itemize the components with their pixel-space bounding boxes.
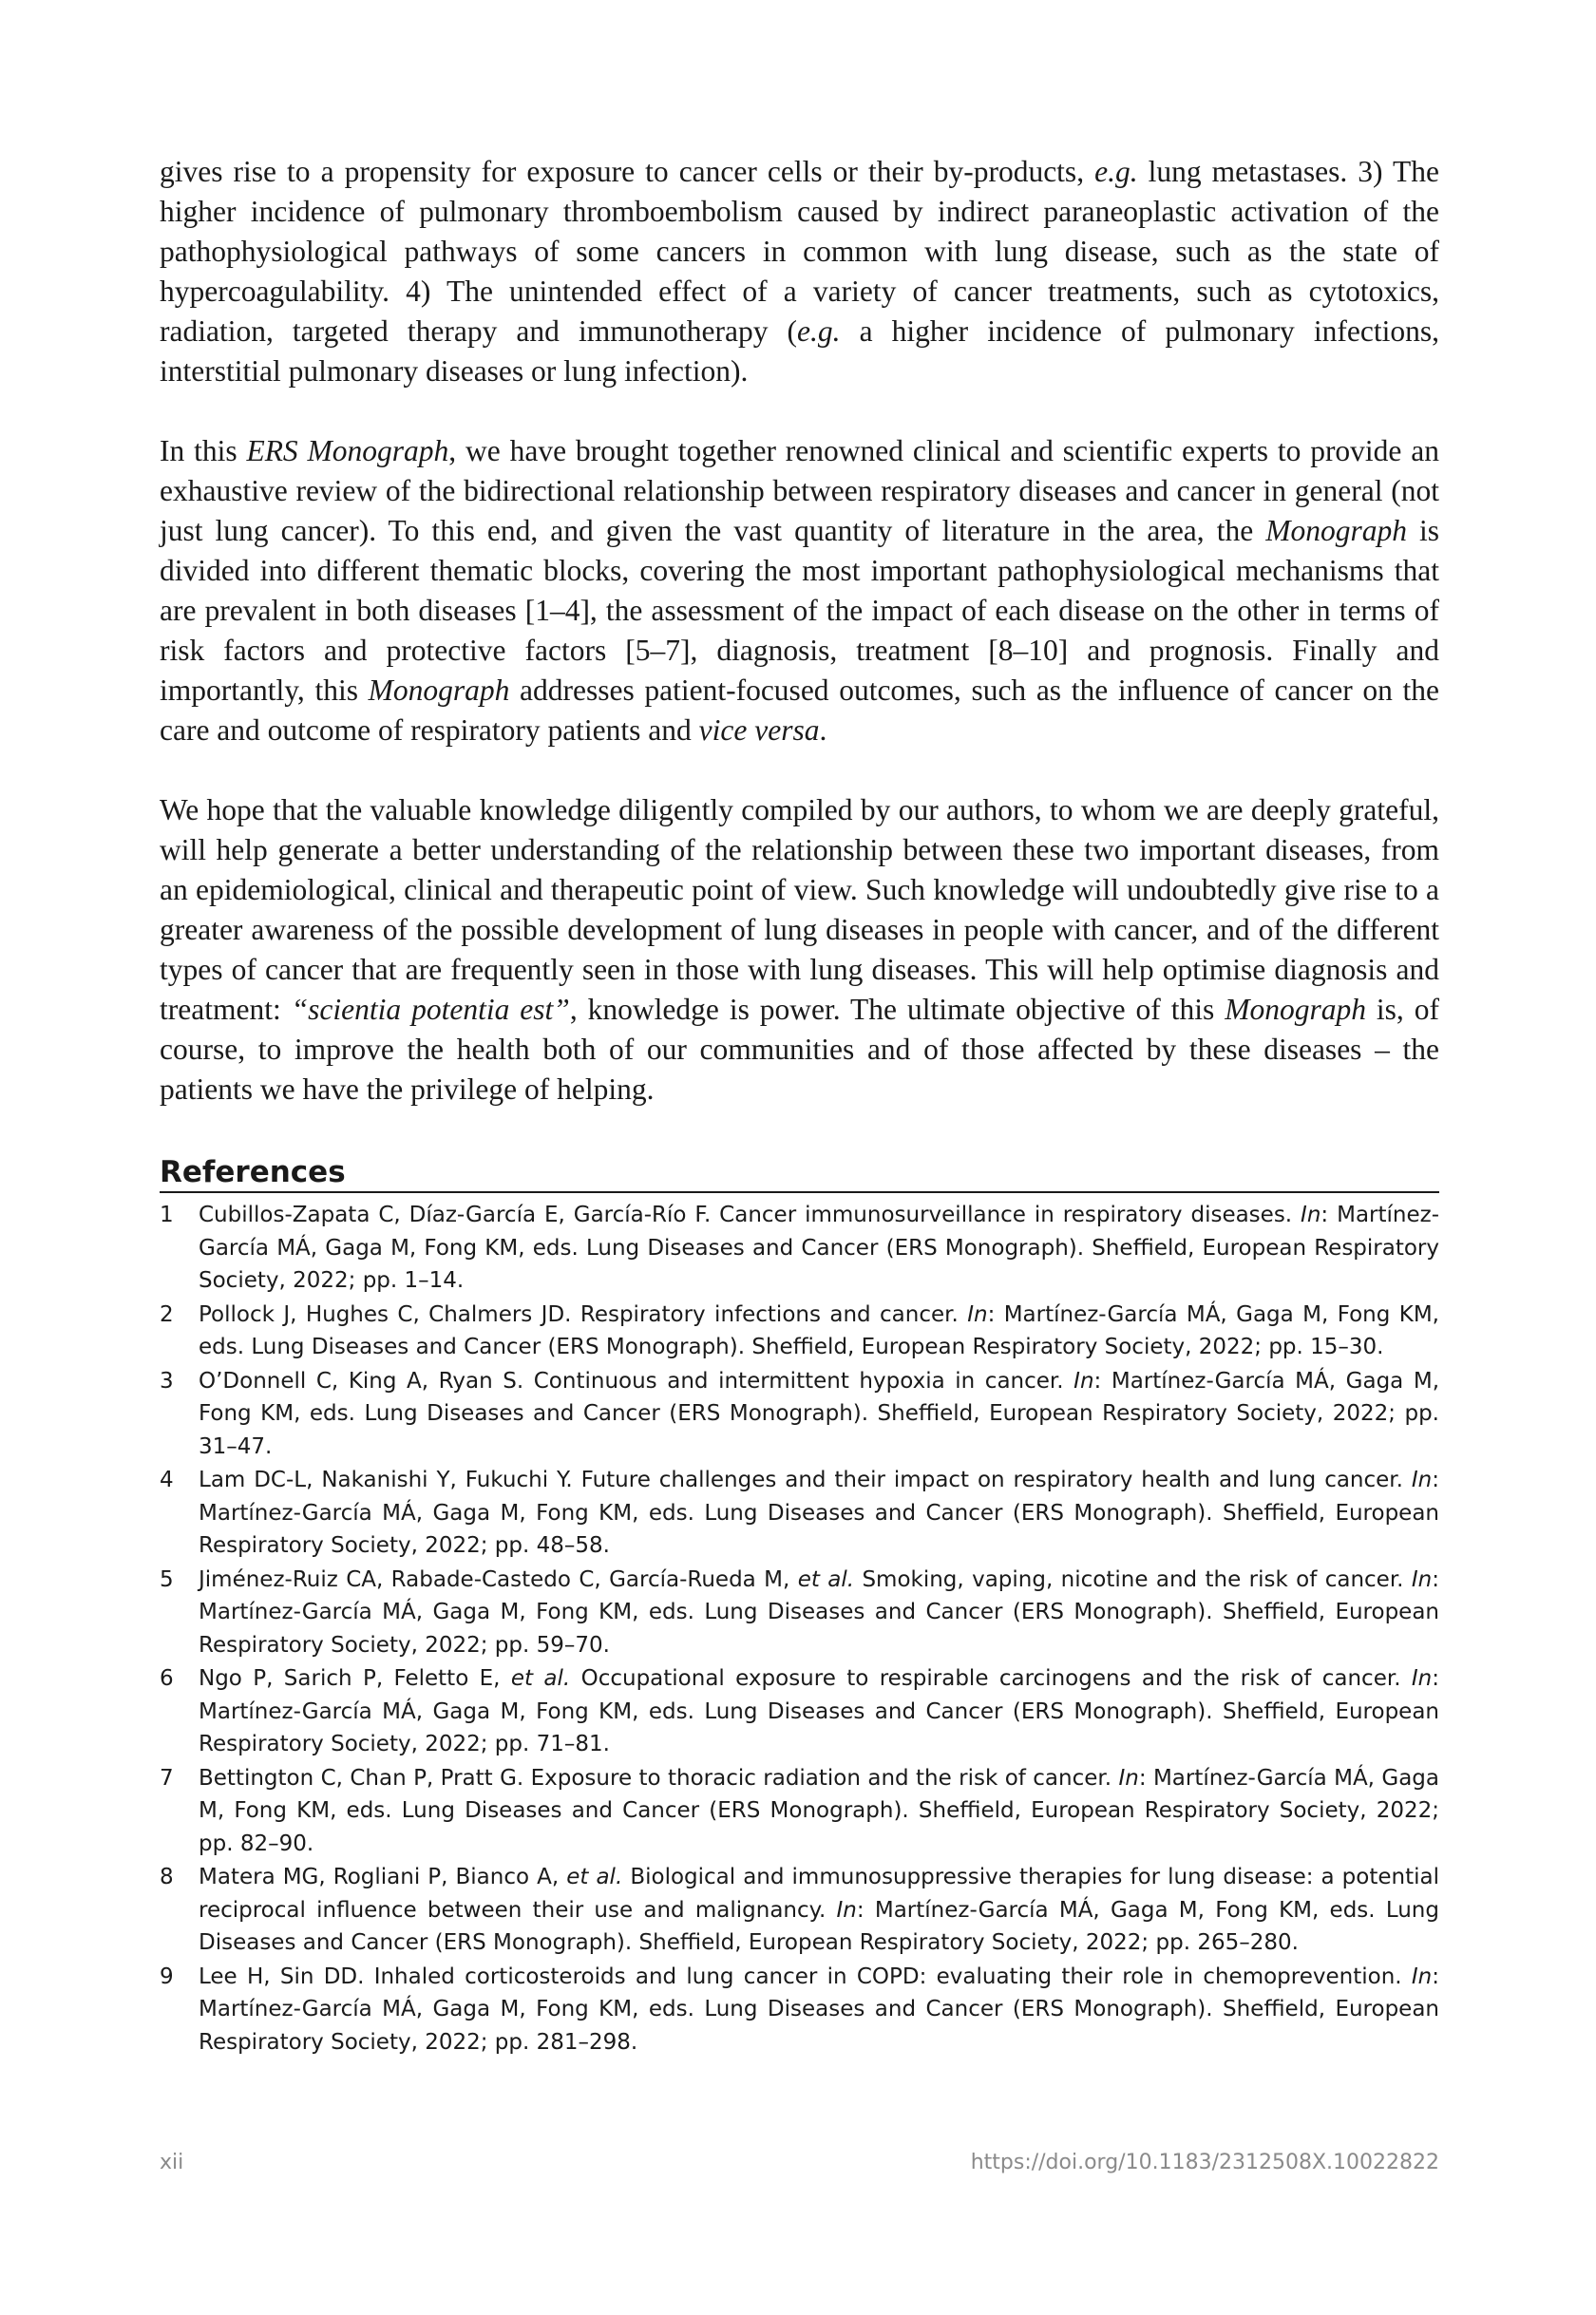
text-run: Biological and immunosuppressive therapies for lung disease: a potential reciprocal influence between their use and malignancy. [199,1865,1439,1923]
text-run: , knowledge is power. The ultimate objective of this [569,993,1226,1026]
text-run: Cubillos-Zapata C, Díaz-García E, García-Río F. Cancer immunosurveillance in respiratory diseases. [199,1203,1302,1227]
reference-item [160,1199,1439,1298]
reference-number: 7 [160,1765,174,1791]
text-run: : Martínez-García MÁ, Gaga M, Fong KM, eds. Lung Diseases and Cancer (ERS Monograph). Sheffield, European Respiratory Society, 2022; pp. 82–90. [199,1765,1439,1856]
reference-item [160,1299,1439,1364]
reference-text [199,1199,1439,1298]
paragraph-1 [160,152,1439,391]
text-run: Ngo P, Sarich P, Feletto E, [199,1666,511,1691]
text-run: , we have brought together renowned clinical and scientific experts to provide an exhaustive review of the bidirectional relationship between respiratory diseases and cancer in general (not just lung cancer). To this end, and given the vast quantity of literature in the area, the [160,434,1439,547]
page-footer [160,2149,1439,2177]
text-run: addresses patient-focused outcomes, such as the influence of cancer on the care and outcome of respiratory patients and [160,674,1440,747]
italic-text: et al. [797,1566,855,1592]
reference-text [199,1365,1439,1464]
reference-text [199,1299,1439,1364]
reference-text [199,1762,1439,1861]
reference-number: 8 [160,1865,174,1889]
italic-text: e.g. [1094,155,1138,188]
reference-item [160,1564,1439,1662]
reference-text [199,1861,1439,1960]
reference-number: 3 [160,1368,174,1394]
italic-text: In [836,1897,857,1923]
italic-text: In [1411,1468,1433,1492]
text-run: Bettington C, Chan P, Pratt G. Exposure to thoracic radiation and the risk of cancer. [199,1765,1119,1791]
italic-text: vice versa [698,713,820,747]
reference-number: 1 [160,1203,174,1227]
reference-number: 6 [160,1666,174,1691]
reference-item [160,1464,1439,1563]
text-run: : Martínez-García MÁ, Gaga M, Fong KM, eds. Lung Diseases and Cancer (ERS Monograph). Sheffield, European Respiratory Society, 2022; pp. 281–298. [199,1964,1439,2055]
italic-text: e.g. [797,314,841,348]
italic-text: Monograph [368,674,510,707]
text-run: is, of course, to improve the health both of our communities and of those affected by these diseases – the patients we have the privilege of helping. [160,993,1439,1106]
text-run: In this [160,434,247,467]
paragraph-2 [160,431,1439,750]
reference-list [160,1199,1439,2059]
reference-number: 4 [160,1468,174,1492]
reference-number: 5 [160,1566,174,1592]
italic-text: et al. [510,1666,571,1691]
page-body [160,152,1439,2059]
doi-link[interactable]: https://doi.org/10.1183/2312508X.10022822 [970,2151,1439,2174]
page-number: xii [160,2151,184,2174]
text-run: : Martínez-García MÁ, Gaga M, Fong KM, eds. Lung Diseases and Cancer (ERS Monograph). Sheffield, European Respiratory Society, 2022; pp. 1–14. [199,1203,1440,1293]
italic-text: Monograph [1225,993,1366,1026]
italic-text: Monograph [1265,514,1407,547]
text-run: : Martínez-García MÁ, Gaga M, Fong KM, eds. Lung Diseases and Cancer (ERS Monograph). Sheffield, European Respiratory Society, 2022; pp. 71–81. [199,1666,1440,1756]
italic-text: In [1411,1666,1433,1691]
italic-text: In [1411,1566,1433,1592]
reference-number: 2 [160,1301,174,1327]
italic-text: In [1074,1368,1094,1394]
text-run: Matera MG, Rogliani P, Bianco A, [199,1865,567,1889]
text-run: : Martínez-García MÁ, Gaga M, Fong KM, eds. Lung Diseases and Cancer (ERS Monograph). Sheffield, European Respiratory Society, 2022; pp. 15–30. [199,1301,1439,1359]
reference-text [199,1464,1439,1563]
text-run: gives rise to a propensity for exposure to cancer cells or their by-products, [160,155,1095,188]
text-run: : Martínez-García MÁ, Gaga M, Fong KM, eds. Lung Diseases and Cancer (ERS Monograph). Sheffield, European Respiratory Society, 2022; pp. 31–47. [199,1368,1439,1459]
text-run: : Martínez-García MÁ, Gaga M, Fong KM, eds. Lung Diseases and Cancer (ERS Monograph). Sheffield, European Respiratory Society, 2022; pp. 265–280. [199,1897,1439,1955]
text-run: Occupational exposure to respirable carcinogens and the risk of cancer. [570,1666,1412,1691]
text-run: Jiménez-Ruiz CA, Rabade-Castedo C, García-Rueda M, [199,1566,798,1592]
reference-item [160,1662,1439,1761]
text-run: : Martínez-García MÁ, Gaga M, Fong KM, eds. Lung Diseases and Cancer (ERS Monograph). Sheffield, European Respiratory Society, 2022; pp. 59–70. [199,1566,1439,1658]
italic-text: ERS Monograph [246,434,449,467]
reference-text [199,1961,1439,2059]
text-run: Lam DC-L, Nakanishi Y, Fukuchi Y. Future challenges and their impact on respiratory health and lung cancer. [199,1468,1412,1492]
text-run: lung metastases. 3) The higher incidence of pulmonary thromboembolism caused by indirect paraneoplastic activation of the pathophysiological pathways of some cancers in common with lung disease, such as the state of hypercoagulability. 4) The unintended effect of a variety of cancer treatments, such as cytotoxics, radiation, targeted therapy and immunotherapy ( [160,155,1439,348]
italic-text: In [1118,1765,1139,1791]
reference-item [160,1961,1439,2059]
italic-text: In [967,1301,988,1327]
text-run: O’Donnell C, King A, Ryan S. Continuous and intermittent hypoxia in cancer. [199,1368,1074,1394]
italic-text: et al. [566,1865,623,1889]
italic-text: “scientia potentia est” [291,993,570,1026]
body-text [160,152,1439,1110]
text-run: : Martínez-García MÁ, Gaga M, Fong KM, eds. Lung Diseases and Cancer (ERS Monograph). Sheffield, European Respiratory Society, 2022; pp. 48–58. [199,1468,1439,1558]
text-run: is divided into different thematic blocks, covering the most important pathophysiological mechanisms that are prevalent in both diseases [1–4], the assessment of the impact of each disease on the other in terms of risk factors and protective factors [5–7], diagnosis, treatment [8–10] and prognosis. Finally and importantly, this [160,514,1439,707]
references-heading: References [160,1155,1439,1193]
italic-text: In [1411,1964,1433,1989]
reference-item [160,1861,1439,1960]
reference-number: 9 [160,1964,174,1989]
text-run: Pollock J, Hughes C, Chalmers JD. Respiratory infections and cancer. [199,1301,968,1327]
reference-text [199,1564,1439,1662]
paragraph-3 [160,790,1439,1110]
reference-item [160,1365,1439,1464]
references-section [160,1155,1439,2059]
text-run: Smoking, vaping, nicotine and the risk of cancer. [854,1566,1412,1592]
text-run: . [819,713,827,747]
reference-text [199,1662,1439,1761]
italic-text: In [1301,1203,1321,1227]
text-run: We hope that the valuable knowledge diligently compiled by our authors, to whom we are deeply grateful, will help generate a better understanding of the relationship between these two important diseases, from an epidemiological, clinical and therapeutic point of view. Such knowledge will undoubtedly give rise to a greater awareness of the possible development of lung diseases in people with cancer, and of the different types of cancer that are frequently seen in those with lung diseases. This will help optimise diagnosis and treatment: [160,793,1439,1026]
text-run: Lee H, Sin DD. Inhaled corticosteroids and lung cancer in COPD: evaluating their role in chemoprevention. [199,1964,1412,1989]
text-run: a higher incidence of pulmonary infections, interstitial pulmonary diseases or lung infection). [160,314,1439,388]
reference-item [160,1762,1439,1861]
